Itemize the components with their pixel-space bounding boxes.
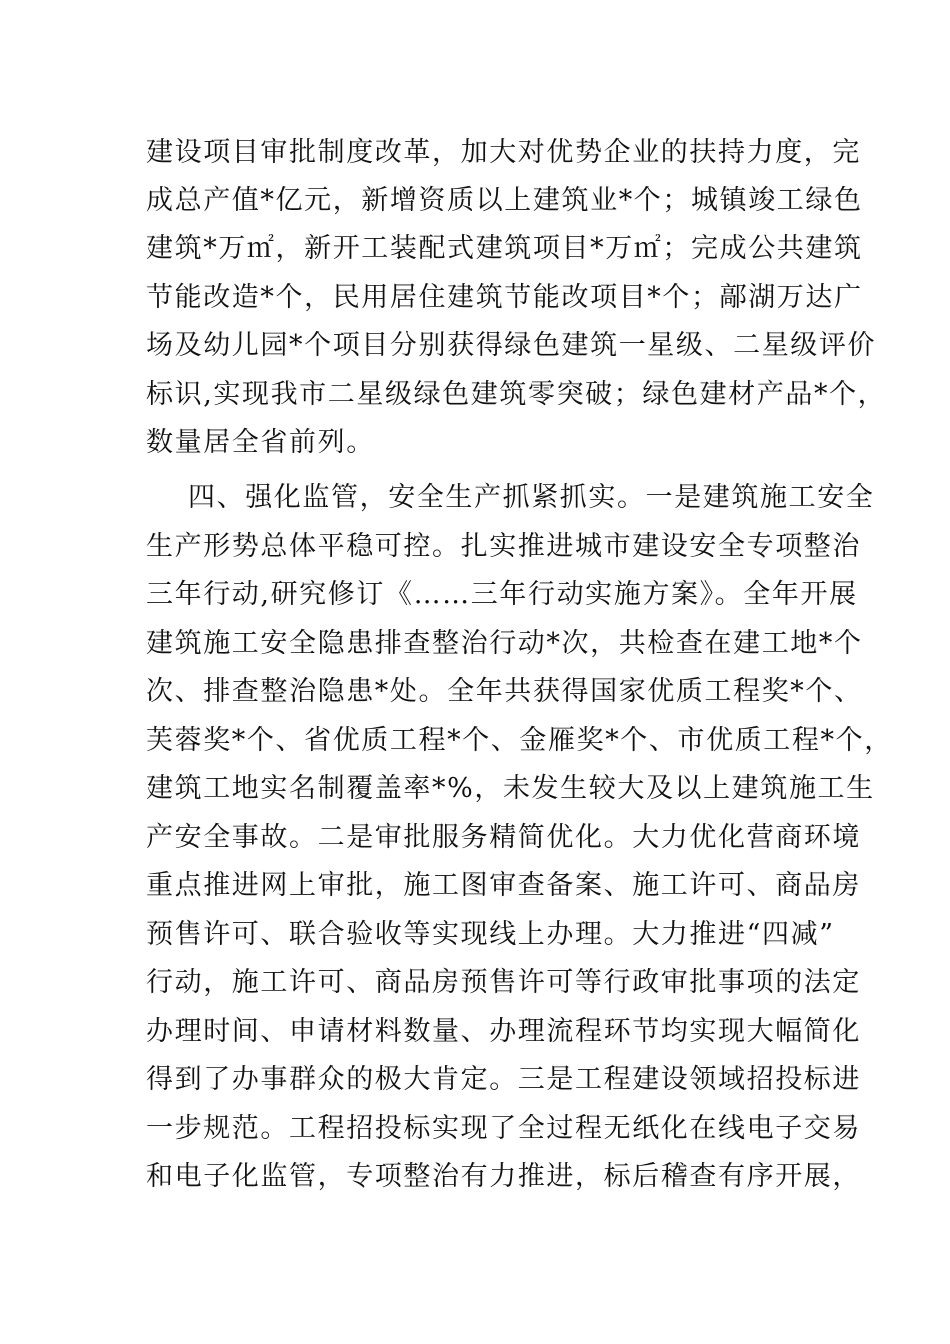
paragraph-2-line: 三年行动,研究修订《……三年行动实施方案》。全年开展 — [146, 579, 858, 610]
paragraph-2-line: 次、排查整治隐患*处。全年共获得国家优质工程奖*个、 — [146, 676, 863, 707]
paragraph-2-line: 产安全事故。二是审批服务精简优化。大力优化营商环境 — [146, 822, 861, 853]
paragraph-1-line: 数量居全省前列。 — [146, 427, 375, 458]
paragraph-1-line: 标识,实现我市二星级绿色建筑零突破；绿色建材产品*个， — [146, 379, 887, 410]
paragraph-1-line: 节能改造*个，民用居住建筑节能改项目*个；鄗湖万达广 — [146, 282, 863, 313]
paragraph-1-line: 场及幼儿园*个项目分别获得绿色建筑一星级、二星级评价 — [146, 330, 877, 361]
paragraph-2-line: 和电子化监管，专项整治有力推进，标后稽查有序开展， — [146, 1161, 861, 1192]
paragraph-1-line: 成总产值*亿元，新增资质以上建筑业*个；城镇竣工绿色 — [146, 185, 863, 216]
paragraph-2-line: 预售许可、联合验收等实现线上办理。大力推进“四减” — [146, 919, 835, 950]
paragraph-2-line: 行动，施工许可、商品房预售许可等行政审批事项的法定 — [146, 967, 861, 998]
paragraph-2-line: 生产形势总体平稳可控。扎实推进城市建设安全专项整治 — [146, 531, 861, 562]
paragraph-2-line: 一步规范。工程招投标实现了全过程无纸化在线电子交易 — [146, 1113, 861, 1144]
paragraph-2-line: 重点推进网上审批，施工图审查备案、施工许可、商品房 — [146, 870, 861, 901]
paragraph-2-line: 建筑工地实名制覆盖率*%，未发生较大及以上建筑施工生 — [146, 773, 875, 804]
paragraph-1-line: 建设项目审批制度改革，加大对优势企业的扶持力度，完 — [146, 137, 861, 168]
paragraph-2-line: 芙蓉奖*个、省优质工程*个、金雁奖*个、市优质工程*个， — [146, 725, 893, 756]
paragraph-2-line: 四、强化监管，安全生产抓紧抓实。一是建筑施工安全 — [188, 482, 875, 513]
paragraph-2-line: 办理时间、申请材料数量、办理流程环节均实现大幅简化 — [146, 1016, 861, 1047]
paragraph-1-line: 建筑*万㎡，新开工装配式建筑项目*万㎡；完成公共建筑 — [146, 233, 863, 264]
paragraph-2-line: 建筑施工安全隐患排查整治行动*次，共检查在建工地*个 — [146, 628, 863, 659]
paragraph-2-line: 得到了办事群众的极大肯定。三是工程建设领域招投标进 — [146, 1064, 861, 1095]
